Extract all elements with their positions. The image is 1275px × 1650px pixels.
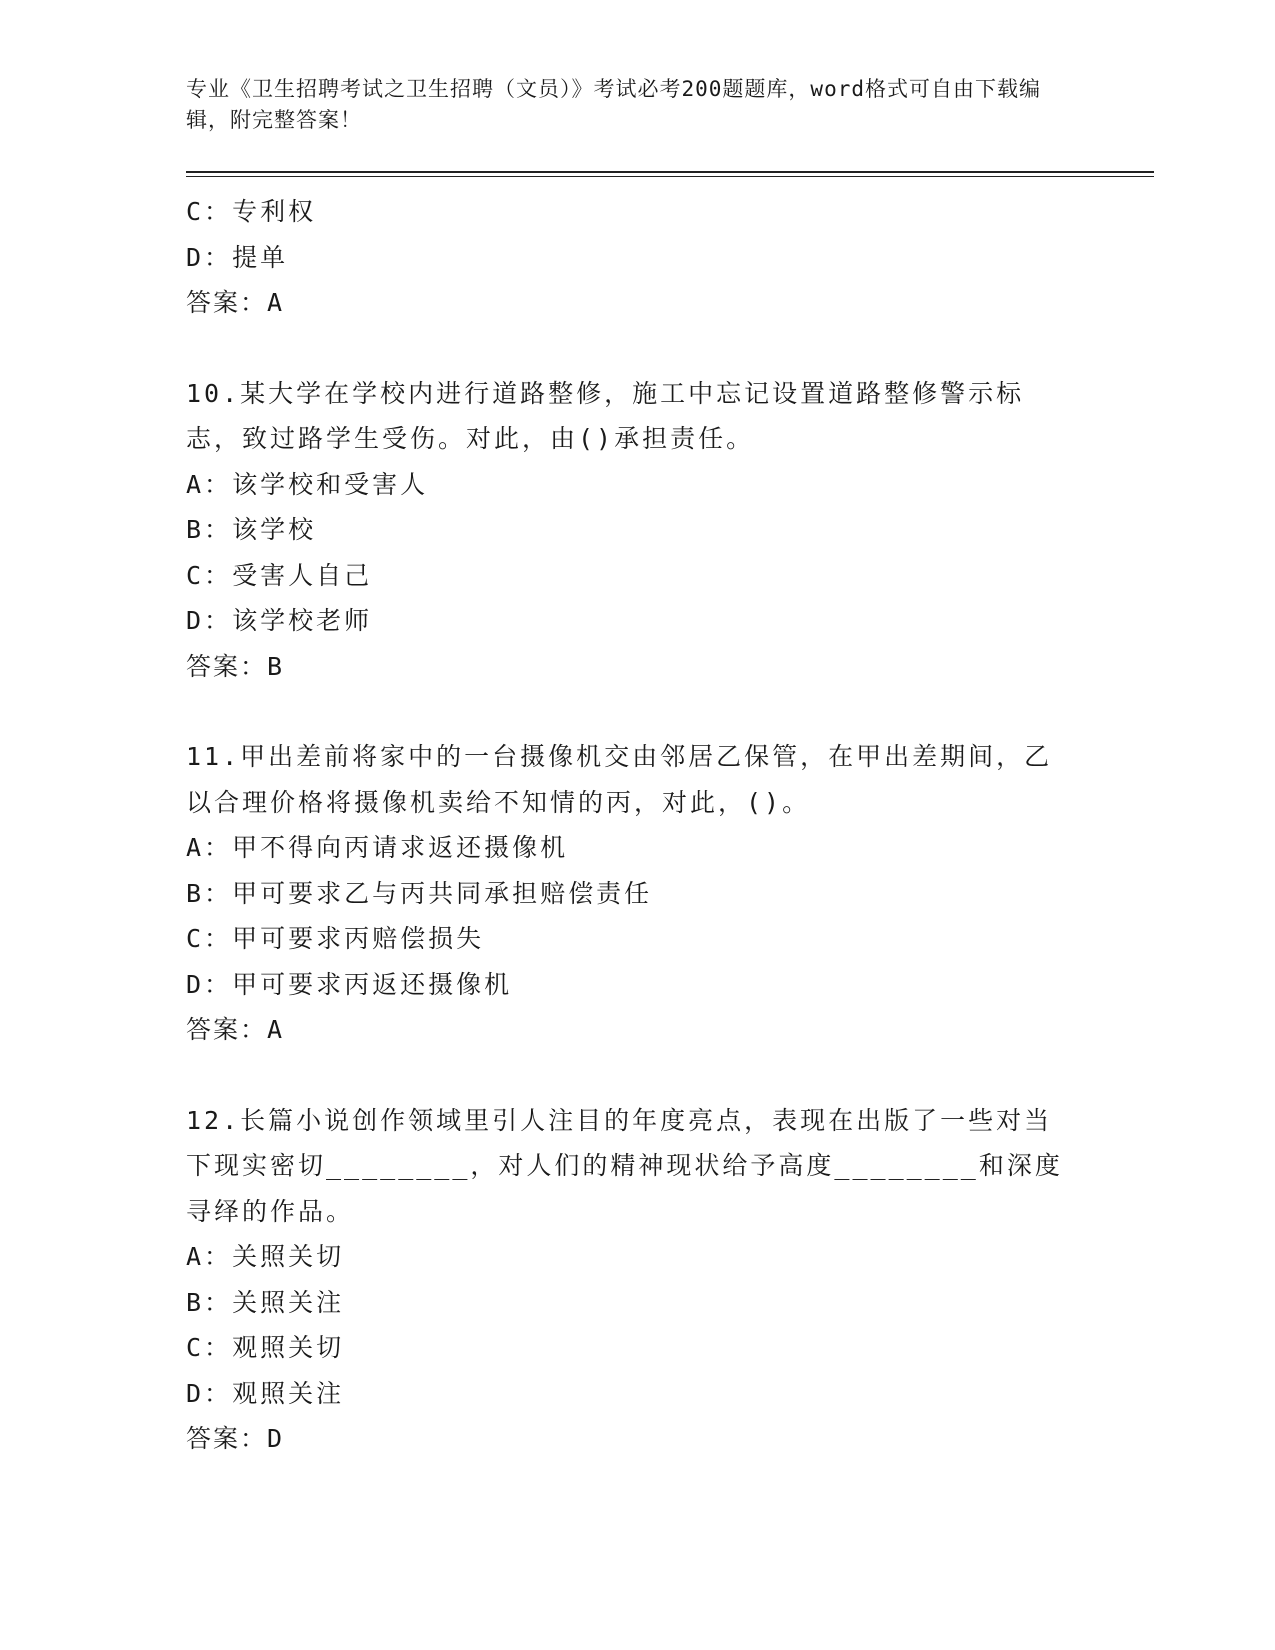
- option-b: [186, 507, 1156, 553]
- option-b: [186, 1280, 1156, 1326]
- question-block-partial: [186, 189, 1156, 326]
- answer-value: D: [267, 1424, 285, 1453]
- answer-value: A: [267, 1015, 285, 1044]
- option-letter: D：: [186, 242, 233, 272]
- option-letter: A：: [186, 469, 233, 499]
- question-stem: 10.某大学在学校内进行道路整修，施工中忘记设置道路整修警示标志，致过路学生受伤。对此，由()承担责任。: [186, 378, 1025, 453]
- option-text: 受害人自己: [232, 560, 373, 590]
- option-d: [186, 962, 1156, 1008]
- option-text: 该学校老师: [232, 606, 373, 635]
- option-text: 关照关注: [232, 1287, 345, 1317]
- option-letter: A：: [186, 1242, 233, 1271]
- question-stem: 11.甲出差前将家中的一台摄像机交由邻居乙保管，在甲出差期间，乙以合理价格将摄像机卖给不知情的丙，对此，()。: [186, 742, 1053, 817]
- option-letter: B：: [186, 515, 233, 544]
- document-header: 专业《卫生招聘考试之卫生招聘（文员）》考试必考200题题库，word格式可自由下载编辑，附完整答案！: [186, 77, 1041, 132]
- question-block: [186, 371, 1156, 690]
- option-b: [186, 871, 1156, 917]
- question-block: [186, 1098, 1156, 1462]
- option-a: [186, 462, 1156, 508]
- option-letter: C：: [186, 1333, 233, 1362]
- answer-line: [186, 1007, 1156, 1053]
- option-a: [186, 1234, 1156, 1280]
- option-letter: C：: [186, 560, 233, 590]
- option-letter: B：: [186, 1287, 233, 1317]
- answer-value: A: [267, 288, 285, 317]
- answer-label: 答案：: [186, 1424, 268, 1453]
- answer-label: 答案：: [186, 651, 268, 681]
- option-letter: D：: [186, 969, 233, 999]
- option-c: [186, 189, 1156, 235]
- option-text: 甲可要求丙赔偿损失: [232, 924, 485, 953]
- option-text: 该学校: [232, 515, 317, 544]
- option-letter: C：: [186, 924, 233, 953]
- option-letter: C：: [186, 197, 233, 226]
- answer-line: [186, 644, 1156, 690]
- header-divider: [186, 171, 1154, 173]
- option-letter: D：: [186, 606, 233, 635]
- option-a: [186, 825, 1156, 871]
- answer-label: 答案：: [186, 288, 268, 317]
- option-c: [186, 916, 1156, 962]
- answer-line: [186, 280, 1156, 326]
- question-stem: 12.长篇小说创作领域里引人注目的年度亮点，表现在出版了一些对当下现实密切________，对人们的精神现状给予高度________和深度寻绎的作品。: [186, 1105, 1063, 1226]
- option-text: 观照关切: [232, 1333, 345, 1362]
- answer-label: 答案：: [186, 1015, 268, 1044]
- option-text: 提单: [232, 242, 289, 272]
- option-text: 甲可要求丙返还摄像机: [232, 969, 513, 999]
- option-c: [186, 1325, 1156, 1371]
- option-text: 甲不得向丙请求返还摄像机: [232, 833, 569, 862]
- answer-value: B: [267, 651, 285, 681]
- option-letter: B：: [186, 878, 233, 908]
- answer-line: [186, 1416, 1156, 1462]
- document-page: [186, 0, 1156, 1462]
- option-text: 观照关注: [232, 1378, 345, 1408]
- header-divider-thin: [186, 176, 1154, 177]
- option-letter: A：: [186, 833, 233, 862]
- option-d: [186, 235, 1156, 281]
- question-block: [186, 734, 1156, 1053]
- option-text: 该学校和受害人: [232, 469, 429, 499]
- option-letter: D：: [186, 1378, 233, 1408]
- option-d: [186, 598, 1156, 644]
- option-d: [186, 1371, 1156, 1417]
- option-text: 甲可要求乙与丙共同承担赔偿责任: [232, 878, 653, 908]
- option-c: [186, 553, 1156, 599]
- option-text: 关照关切: [232, 1242, 345, 1271]
- option-text: 专利权: [232, 197, 317, 226]
